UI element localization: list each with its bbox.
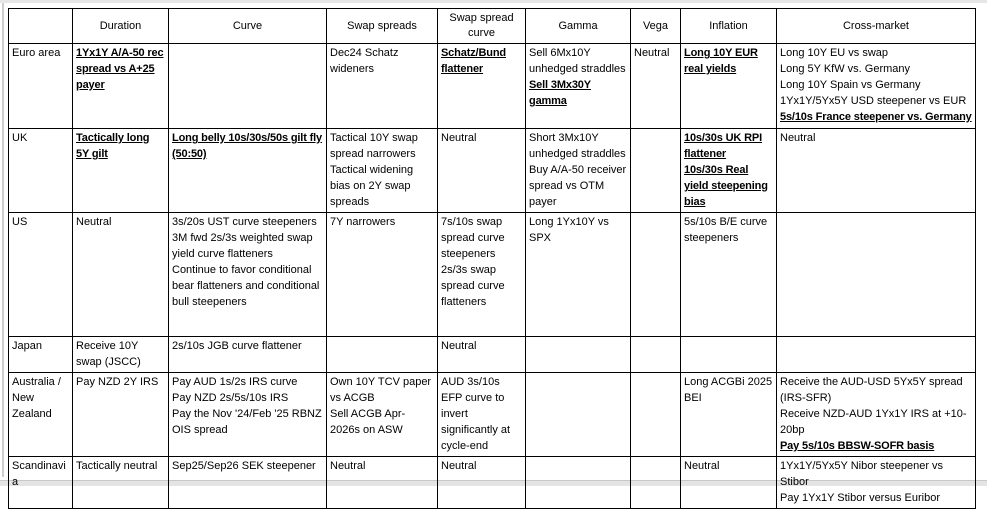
column-header-region (9, 9, 73, 44)
cell-australia-new-zealand-swap-spreads (327, 373, 438, 457)
cell-text: Long 1Yx10Y vs SPX (529, 216, 609, 244)
cell-text: Neutral (684, 460, 720, 472)
cell-text: Sep25/Sep26 SEK steepener (172, 460, 316, 472)
region-label-australia-new-zealand: Australia / New Zealand (9, 373, 73, 457)
strategy-table (8, 8, 976, 509)
cell-japan-gamma (526, 337, 631, 373)
cell-text: Schatz/Bund flattener (441, 47, 506, 75)
cell-text: AUD 3s/10s EFP curve to invert significantly at cycle-end (441, 376, 511, 452)
cell-text: 10s/30s Real yield steepening bias (684, 164, 768, 208)
cell-australia-new-zealand-cross-market (777, 373, 976, 457)
cell-euro-area-swap-spread-curve (438, 44, 526, 129)
cell-text: 1Yx1Y/5Yx5Y Nibor steepener vs Stibor (780, 460, 944, 488)
cell-text: 2s/10s JGB curve flattener (172, 340, 302, 352)
cell-text: Pay 1Yx1Y Stibor versus Euribor (780, 492, 940, 504)
cell-text: Neutral (330, 460, 366, 472)
cell-scandinavia-gamma (526, 457, 631, 509)
cell-text: Tactical 10Y swap spread narrowers (330, 132, 418, 160)
region-label-japan: Japan (9, 337, 73, 373)
cell-scandinavia-inflation (681, 457, 777, 509)
cell-euro-area-cross-market (777, 44, 976, 129)
cell-text: Long 10Y EU vs swap (780, 47, 889, 59)
cell-australia-new-zealand-gamma (526, 373, 631, 457)
cell-uk-duration (73, 129, 169, 213)
region-label-scandinavia: Scandinavia (9, 457, 73, 509)
cell-text: Receive NZD-AUD 1Yx1Y IRS at +10-20bp (780, 408, 967, 436)
cell-scandinavia-curve (169, 457, 327, 509)
cell-text: Receive 10Y swap (JSCC) (76, 340, 141, 368)
cell-text: Sell 3Mx30Y gamma (529, 79, 591, 107)
cell-us-gamma (526, 213, 631, 337)
cell-text: Pay 5s/10s BBSW-SOFR basis (780, 440, 935, 452)
cell-euro-area-curve (169, 44, 327, 129)
cell-euro-area-inflation (681, 44, 777, 129)
table-row-euro-area (9, 44, 976, 129)
cell-us-curve (169, 213, 327, 337)
cell-text: 1Yx1Y A/A-50 rec spread vs A+25 payer (76, 47, 164, 91)
region-label-euro-area: Euro area (9, 44, 73, 129)
cell-japan-inflation (681, 337, 777, 373)
cell-text: Neutral (780, 132, 816, 144)
cell-text: Sell ACGB Apr-2026s on ASW (330, 408, 406, 436)
cell-japan-duration (73, 337, 169, 373)
cell-text: Long 10Y EUR real yields (684, 47, 758, 75)
cell-us-swap-spread-curve (438, 213, 526, 337)
table-row-australia-new-zealand (9, 373, 976, 457)
cell-text: Tactical widening bias on 2Y swap spreads (330, 164, 414, 208)
cell-australia-new-zealand-duration (73, 373, 169, 457)
cell-text: Long 5Y KfW vs. Germany (780, 63, 911, 75)
cell-text: 5s/10s B/E curve steepeners (684, 216, 768, 244)
cell-text: Tactically neutral (76, 460, 158, 472)
cell-uk-swap-spreads (327, 129, 438, 213)
cell-uk-curve (169, 129, 327, 213)
column-header-duration: Duration (73, 9, 169, 44)
cell-australia-new-zealand-swap-spread-curve (438, 373, 526, 457)
region-label-us: US (9, 213, 73, 337)
column-header-inflation: Inflation (681, 9, 777, 44)
cell-text: Neutral (441, 460, 477, 472)
cell-uk-cross-market (777, 129, 976, 213)
cell-scandinavia-cross-market (777, 457, 976, 509)
cell-australia-new-zealand-inflation (681, 373, 777, 457)
cell-uk-vega (631, 129, 681, 213)
cell-text: Neutral (76, 216, 112, 228)
column-header-cross-market: Cross-market (777, 9, 976, 44)
cell-us-inflation (681, 213, 777, 337)
column-header-swap-spread-curve: Swap spread curve (438, 9, 526, 44)
cell-text: Long ACGBi 2025 BEI (684, 376, 773, 404)
cell-text: Short 3Mx10Y unhedged straddles (529, 132, 626, 160)
table-row-us (9, 213, 976, 337)
cell-text: Pay NZD 2s/5s/10s IRS (172, 392, 289, 404)
cell-text: Pay AUD 1s/2s IRS curve (172, 376, 298, 388)
cell-scandinavia-swap-spread-curve (438, 457, 526, 509)
column-header-curve: Curve (169, 9, 327, 44)
cell-us-swap-spreads (327, 213, 438, 337)
cell-text: 5s/10s France steepener vs. Germany (780, 111, 972, 123)
cell-text: Dec24 Schatz wideners (330, 47, 399, 75)
cell-text: Neutral (441, 132, 477, 144)
header-row (9, 9, 976, 44)
cell-text: Neutral (441, 340, 477, 352)
cell-japan-swap-spread-curve (438, 337, 526, 373)
cell-japan-swap-spreads (327, 337, 438, 373)
cell-us-duration (73, 213, 169, 337)
column-header-swap-spreads: Swap spreads (327, 9, 438, 44)
column-header-gamma: Gamma (526, 9, 631, 44)
cell-us-vega (631, 213, 681, 337)
cell-text: 3s/20s UST curve steepeners (172, 216, 317, 228)
cell-text: Neutral (634, 47, 670, 59)
cell-text: 2s/3s swap spread curve flatteners (441, 264, 505, 308)
table-row-scandinavia (9, 457, 976, 509)
cell-japan-cross-market (777, 337, 976, 373)
cell-text: Long belly 10s/30s/50s gilt fly (50:50) (172, 132, 323, 160)
cell-scandinavia-duration (73, 457, 169, 509)
cell-text: Own 10Y TCV paper vs ACGB (330, 376, 432, 404)
cell-text: Buy A/A-50 receiver spread vs OTM payer (529, 164, 627, 208)
cell-text: Pay NZD 2Y IRS (76, 376, 159, 388)
cell-scandinavia-swap-spreads (327, 457, 438, 509)
cell-uk-inflation (681, 129, 777, 213)
table-row-uk (9, 129, 976, 213)
cell-text: 7Y narrowers (330, 216, 396, 228)
cell-uk-gamma (526, 129, 631, 213)
cell-text: 7s/10s swap spread curve steepeners (441, 216, 505, 260)
page-edge-top (0, 0, 987, 3)
cell-scandinavia-vega (631, 457, 681, 509)
cell-text: Continue to favor conditional bear flatteners and conditional bull steepeners (172, 264, 320, 308)
cell-japan-vega (631, 337, 681, 373)
cell-euro-area-vega (631, 44, 681, 129)
region-label-uk: UK (9, 129, 73, 213)
cell-us-cross-market (777, 213, 976, 337)
cell-text: Pay the Nov '24/Feb '25 RBNZ OIS spread (172, 408, 322, 436)
cell-uk-swap-spread-curve (438, 129, 526, 213)
table-row-japan (9, 337, 976, 373)
cell-euro-area-swap-spreads (327, 44, 438, 129)
cell-japan-curve (169, 337, 327, 373)
cell-text: 3M fwd 2s/3s weighted swap yield curve flatteners (172, 232, 313, 260)
cell-australia-new-zealand-curve (169, 373, 327, 457)
cell-euro-area-duration (73, 44, 169, 129)
cell-australia-new-zealand-vega (631, 373, 681, 457)
page-edge-left (2, 3, 4, 477)
cell-text: Tactically long 5Y gilt (76, 132, 150, 160)
cell-text: Receive the AUD-USD 5Yx5Y spread (IRS-SFR) (780, 376, 963, 404)
cell-text: Sell 6Mx10Y unhedged straddles (529, 47, 626, 75)
cell-text: 10s/30s UK RPI flattener (684, 132, 762, 160)
cell-euro-area-gamma (526, 44, 631, 129)
cell-text: 1Yx1Y/5Yx5Y USD steepener vs EUR (780, 95, 967, 107)
column-header-vega: Vega (631, 9, 681, 44)
cell-text: Long 10Y Spain vs Germany (780, 79, 921, 91)
